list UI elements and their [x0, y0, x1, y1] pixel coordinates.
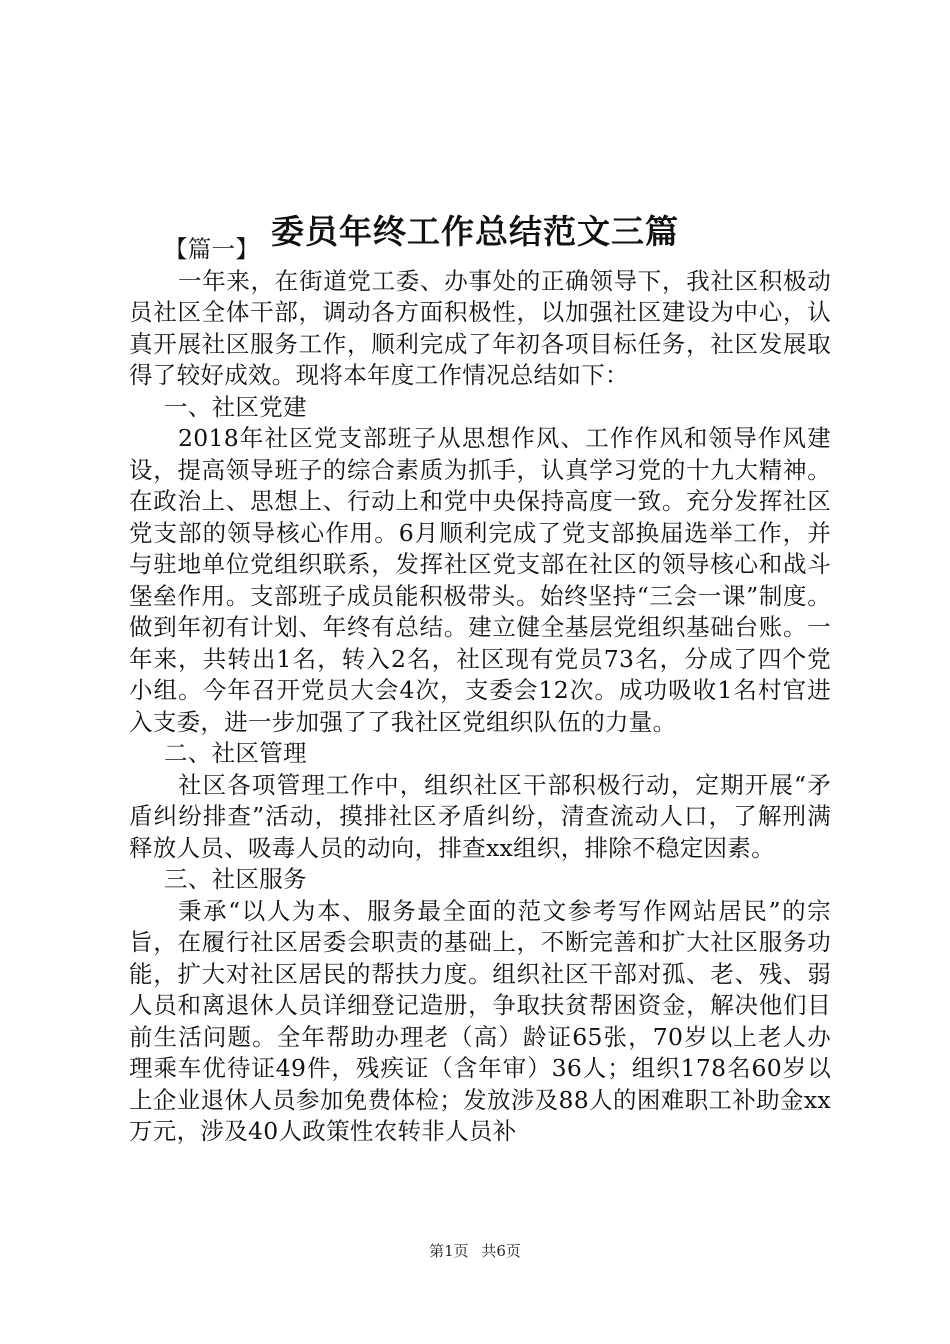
page-footer: [0, 1240, 950, 1262]
heading-community-service: 三、社区服务: [164, 865, 307, 893]
document-body: [129, 234, 831, 1148]
heading-community-management: 二、社区管理: [164, 739, 307, 767]
paragraph-community-management: 社区各项管理工作中，组织社区干部积极行动，定期开展“矛盾纠纷排查”活动，摸排社区矛盾纠纷，清查流动人口，了解刑满释放人员、吸毒人员的动向，排查xx组织，排除不稳定因素。: [129, 770, 831, 862]
document-title: 委员年终工作总结范文三篇: [271, 212, 679, 252]
paragraph-intro: 一年来，在街道党工委、办事处的正确领导下，我社区积极动员社区全体干部，调动各方面积极性，以加强社区建设为中心，认真开展社区服务工作，顺利完成了年初各项目标任务，社区发展取得了较好成效。现将本年度工作情况总结如下：: [129, 266, 831, 389]
paragraph-community-service: 秉承“以人为本、服务最全面的范文参考写作网站居民”的宗旨，在履行社区居委会职责的基础上，不断完善和扩大社区服务功能，扩大对社区居民的帮扶力度。组织社区干部对孤、老、残、弱人员和离退休人员详细登记造册，争取扶贫帮困资金，解决他们目前生活问题。全年帮助办理老（高）龄证65张，70岁以上老人办理乘车优待证49件，残疾证（含年审）36人；组织178名60岁以上企业退休人员参加免费体检；发放涉及88人的困难职工补助金xx万元，涉及40人政策性农转非人员补: [129, 896, 831, 1145]
heading-party-building: 一、社区党建: [164, 392, 307, 421]
section-label: 【篇一】: [164, 235, 260, 263]
paragraph-party-building: 2018年社区党支部班子从思想作风、工作作风和领导作风建设，提高领导班子的综合素质为抓手，认真学习党的十九大精神。在政治上、思想上、行动上和党中央保持高度一致。充分发挥社区党支部的领导核心作用。6月顺利完成了党支部换届选举工作，并与驻地单位党组织联系，发挥社区党支部在社区的领导核心和战斗堡垒作用。支部班子成员能积极带头。始终坚持“三会一课”制度。做到年初有计划、年终有总结。建立健全基层党组织基础台账。一年来，共转出1名，转入2名，社区现有党员73名，分成了四个党小组。今年召开党员大会4次，支委会12次。成功吸收1名村官进入支委，进一步加强了了我社区党组织队伍的力量。: [129, 424, 831, 736]
page-total: 共6页: [481, 1242, 521, 1260]
page-number: 第1页: [429, 1242, 469, 1260]
